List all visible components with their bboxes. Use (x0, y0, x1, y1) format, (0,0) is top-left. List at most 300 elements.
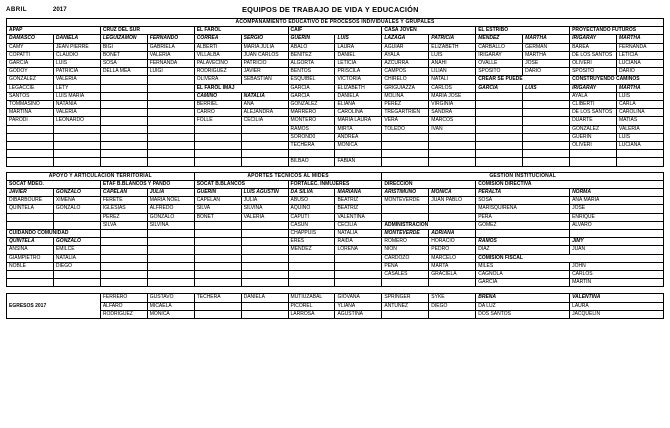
cell (335, 150, 382, 158)
cell (288, 262, 335, 270)
table-row (7, 221, 664, 229)
cell (7, 271, 54, 279)
cell: CARLOS (429, 84, 476, 92)
cell: ABUSO (288, 197, 335, 205)
cell (335, 279, 382, 287)
cell (241, 150, 288, 158)
cell (429, 150, 476, 158)
pf-coord-last: IRIGARAY (570, 35, 617, 43)
cell: NATALIA (335, 230, 382, 238)
cell: AYALA (382, 51, 429, 59)
cell: GONZÁLEZ (288, 101, 335, 109)
cell (53, 142, 100, 150)
cell (194, 262, 241, 270)
cell: BONET (194, 213, 241, 221)
cell: QUINTELA (7, 238, 54, 246)
cell: LEONARDO (53, 117, 100, 125)
table-row (7, 254, 664, 262)
cell: MILES (476, 262, 570, 270)
cell (7, 279, 54, 287)
cell (382, 142, 429, 150)
cell: CECILIA (335, 221, 382, 229)
table-row (7, 101, 664, 109)
band-title-acompanamiento: ACOMPAÑAMIENTO EDUCATIVO DE PROCESOS INDIVIDUALES Y GRUPALES (7, 19, 664, 27)
cell: RODRÍGUEZ (194, 68, 241, 76)
cell: ANSINA (7, 246, 54, 254)
cell: GARCÍA (7, 60, 54, 68)
cell: BEATRIZ (335, 205, 382, 213)
table-row (7, 109, 664, 117)
cell: ELIANA (335, 101, 382, 109)
cell: LETICIA (335, 60, 382, 68)
cell: LARROSA (288, 310, 335, 318)
cell: CARRO (194, 109, 241, 117)
cell: RODRÍGUEZ (100, 310, 147, 318)
section-apoyo-aportes-gestion (6, 172, 664, 288)
cell (616, 150, 663, 158)
cell: MÓNICA (429, 189, 476, 197)
cell (241, 133, 288, 141)
cell: MARCELO (429, 254, 476, 262)
cell (476, 150, 523, 158)
cell (523, 158, 570, 166)
estribo-coord-last: MÉNDEZ (476, 35, 523, 43)
cell (382, 150, 429, 158)
cell: MATIAS (616, 117, 663, 125)
cell: BIGI (100, 43, 147, 51)
cell (241, 125, 288, 133)
cell: SYKE (429, 294, 476, 302)
group-comision-fiscal: COMISION FISCAL (476, 254, 664, 262)
cell: MARÍA LAURA (335, 117, 382, 125)
apap-coord-first: DANIELA (53, 35, 100, 43)
cell: GODOY (7, 68, 54, 76)
cell (147, 271, 194, 279)
cell: RAMOS (288, 125, 335, 133)
cell: AYALA (570, 92, 617, 100)
cell: FOLLE (194, 117, 241, 125)
cell: LUIS AGUSTÍN (241, 189, 288, 197)
cell: MUTIUZÁBAL (288, 294, 335, 302)
caif-coord-last: GUERÍN (288, 35, 335, 43)
cell (429, 279, 476, 287)
band-title-gestion: GESTIÓN INSTITUCIONAL (382, 172, 664, 180)
table-row (7, 125, 664, 133)
cell (194, 254, 241, 262)
cell (429, 158, 476, 166)
cell (476, 101, 523, 109)
cell: IRIGARAY (570, 84, 617, 92)
band-title-apoyo: APOYO Y ARTICULACION TERRITORIAL (7, 172, 195, 180)
cell: GONZÁLEZ (570, 125, 617, 133)
cell: LUIS (53, 60, 100, 68)
cell: DANIEL (335, 51, 382, 59)
cell: NION (382, 246, 429, 254)
cell: SPOSITO (570, 68, 617, 76)
cell (7, 142, 54, 150)
cell (194, 158, 241, 166)
cell (288, 150, 335, 158)
cell (476, 230, 570, 238)
cell (335, 254, 382, 262)
cell: SILVINA (147, 221, 194, 229)
cell (382, 310, 429, 318)
cell: GRACIELA (429, 271, 476, 279)
table-row (7, 279, 664, 287)
cell (241, 262, 288, 270)
table-row (7, 142, 664, 150)
cell (382, 279, 429, 287)
cell: FERNANDA (147, 60, 194, 68)
cell: VALENTINA (570, 294, 664, 302)
cell (100, 117, 147, 125)
cell: ROMERO (382, 238, 429, 246)
cell: PALAVECINO (194, 60, 241, 68)
cell: GARCÍA (476, 279, 570, 287)
cell: MONTERO (288, 117, 335, 125)
cell (147, 230, 194, 238)
cell: PEDRO (429, 246, 476, 254)
group-header-row (7, 27, 664, 35)
cell: MARÍA JOSÉ (429, 92, 476, 100)
cell: DA LUZ (476, 302, 570, 310)
cell: JEAN PIERRE (53, 43, 100, 51)
egresos-row (7, 302, 664, 310)
cell: AGUSTINA (335, 310, 382, 318)
cell (147, 150, 194, 158)
table-row (7, 43, 664, 51)
cell: VALERIA (147, 51, 194, 59)
cell (100, 238, 147, 246)
cell: VILLALBA (194, 51, 241, 59)
cell (241, 246, 288, 254)
cell: LORENA (335, 246, 382, 254)
cell (476, 92, 523, 100)
cell (100, 142, 147, 150)
cell: PARODI (7, 117, 54, 125)
cell: MARTHA (523, 51, 570, 59)
cell (241, 279, 288, 287)
cell: SANTOS (7, 92, 54, 100)
cell: NATALIA (53, 254, 100, 262)
cell (53, 221, 100, 229)
cell: FERRERO (100, 294, 147, 302)
cell: LAURA (335, 43, 382, 51)
cell: TOMMASINO (7, 101, 54, 109)
cell: MARCOS (429, 117, 476, 125)
cell: RAMOS (476, 238, 570, 246)
cell (7, 125, 54, 133)
cell: CAGNOLA (476, 271, 570, 279)
cell: DE LOS SANTOS (570, 51, 617, 59)
cell: SANDRA (429, 109, 476, 117)
cell: TREGARTRIEN (382, 109, 429, 117)
egresos-row (7, 294, 664, 302)
cell (523, 142, 570, 150)
cell (100, 262, 147, 270)
table-row (7, 117, 664, 125)
cell: FERETE (100, 197, 147, 205)
cell (570, 230, 664, 238)
cell: PICOREL (288, 302, 335, 310)
cell: MONTEVERDE (382, 230, 429, 238)
cell: AQUINO (288, 205, 335, 213)
cds-coord-first: FERNANDO (147, 35, 194, 43)
cell: ALEJANDRA (241, 109, 288, 117)
cell (194, 133, 241, 141)
cell: MIRTA (335, 125, 382, 133)
cell: FABIÁN (335, 158, 382, 166)
cell (382, 213, 429, 221)
cell (523, 109, 570, 117)
cell (100, 279, 147, 287)
farol-coord-last: CORREA (194, 35, 241, 43)
group-administracion: ADMINISTRACIÓN (382, 221, 476, 229)
cell: LUIS (523, 84, 570, 92)
apap-coord-last: DAMASCO (7, 35, 54, 43)
cell: CARLOS (570, 271, 664, 279)
cell: CARBALLO (476, 43, 523, 51)
cell (53, 125, 100, 133)
cell (429, 133, 476, 141)
cell (147, 279, 194, 287)
cell: GONZALO (53, 238, 100, 246)
table-row (7, 213, 664, 221)
document-header (0, 0, 670, 18)
cell: MOLINA (382, 92, 429, 100)
cell: IVAN (429, 125, 476, 133)
cell (241, 221, 288, 229)
cell: GERMÁN (523, 43, 570, 51)
cell: VERA (382, 117, 429, 125)
cell: VALENTINA (335, 213, 382, 221)
cell: ALFARO (100, 302, 147, 310)
cell: ANA MARÍA (570, 197, 664, 205)
cell: MARISQUIRENA (476, 205, 570, 213)
cell: PRISCILA (335, 68, 382, 76)
cell: LAURA (570, 302, 664, 310)
cell: JAVIER (241, 68, 288, 76)
cell: OLIVERI (570, 60, 617, 68)
table-row (7, 158, 664, 166)
cell: LUCIANA (616, 60, 663, 68)
band-title-row (7, 172, 664, 180)
cell: GRIGUIAZZA (382, 84, 429, 92)
table-row (7, 230, 664, 238)
cell (616, 158, 663, 166)
cell (147, 142, 194, 150)
cell: CAMPOS (382, 68, 429, 76)
cell: IGLESIAS (100, 205, 147, 213)
cell (523, 92, 570, 100)
cell: DANIELA (335, 92, 382, 100)
section-acompanamiento (6, 18, 664, 167)
table-row (7, 238, 664, 246)
group-socat-bblancos: SOCAT B.BLANCOS (194, 180, 288, 188)
cell (288, 254, 335, 262)
cell (100, 92, 147, 100)
cell (476, 117, 523, 125)
cell (100, 84, 147, 92)
cell: BEATRIZ (335, 197, 382, 205)
cell: SILVINA (241, 205, 288, 213)
cell (523, 117, 570, 125)
cell (147, 158, 194, 166)
cell: BRENA (476, 294, 570, 302)
group-apap: APAP (7, 27, 101, 35)
cell (100, 76, 147, 84)
cell (241, 310, 288, 318)
group-caif: CAIF (288, 27, 382, 35)
cell: PEÑA (382, 262, 429, 270)
group-fortalec-inmujeres: FORTALEC. INMUJERES (288, 180, 382, 188)
table-row (7, 246, 664, 254)
cell: GUERIN (570, 133, 617, 141)
cell: ALGORTA (288, 60, 335, 68)
cell: CLAUDIO (53, 51, 100, 59)
cell: JOSÉ (523, 60, 570, 68)
cell (53, 271, 100, 279)
cell (429, 205, 476, 213)
cell: ANAHÍ (429, 60, 476, 68)
cell (194, 279, 241, 287)
cell: VALERIA (616, 125, 663, 133)
cell: JAVIER (7, 189, 54, 197)
egresos-row (7, 310, 664, 318)
subgroup-cuidando-comunidad: CUIDANDO COMUNIDAD (7, 230, 101, 238)
cell: GARCÍA (288, 92, 335, 100)
cell (194, 230, 241, 238)
cell (570, 150, 617, 158)
cell: PERALTA (476, 189, 570, 197)
cell: VALERIA (241, 213, 288, 221)
cell (7, 158, 54, 166)
cell: ARISTIMUÑO (382, 189, 429, 197)
cell (147, 246, 194, 254)
table-row (7, 76, 664, 84)
cell: CAPELÁN (100, 189, 147, 197)
cell: VICTORIA (335, 76, 382, 84)
cell: CLIBERTI (570, 101, 617, 109)
cell (194, 150, 241, 158)
cell (147, 125, 194, 133)
cell (53, 150, 100, 158)
cell: GONZALO (53, 189, 100, 197)
table-row (7, 60, 664, 68)
cell: LUIS (429, 51, 476, 59)
cell (194, 221, 241, 229)
cell (100, 109, 147, 117)
cell: ADRIANA (429, 230, 476, 238)
cell: CAROLINA (616, 109, 663, 117)
cell: OLIVERA (194, 76, 241, 84)
coordinator-row (7, 189, 664, 197)
cell: DANIELA (241, 294, 288, 302)
cell (241, 142, 288, 150)
cell: GABRIELA (147, 43, 194, 51)
cell (7, 133, 54, 141)
cell (147, 254, 194, 262)
cell (147, 76, 194, 84)
cell: CAMY (7, 43, 54, 51)
cell (382, 133, 429, 141)
cell (570, 158, 617, 166)
cell: BENITEZ (288, 51, 335, 59)
cell: SILVA (194, 205, 241, 213)
cell: SOROND0 (288, 133, 335, 141)
cell: GUSTAVO (147, 294, 194, 302)
cell: ANDREA (335, 133, 382, 141)
cell: IRIGARAY (476, 51, 523, 59)
cell: DELLA MEA (100, 68, 147, 76)
cell: FERNANDA (616, 43, 663, 51)
cell: LUIGI (147, 68, 194, 76)
cell (194, 310, 241, 318)
section-egresos (6, 293, 664, 319)
table-row (7, 150, 664, 158)
cell: HORACIO (429, 238, 476, 246)
cell: DARIO (616, 68, 663, 76)
cell (523, 125, 570, 133)
cell: ALBERTI (194, 43, 241, 51)
cell: MARÍA JULIA (241, 43, 288, 51)
cell: JULIA (147, 189, 194, 197)
cell: NOBLE (7, 262, 54, 270)
cell (53, 158, 100, 166)
egresos-title: EGRESOS 2017 (7, 294, 101, 319)
cell (194, 271, 241, 279)
cell: GARCÍA (476, 84, 523, 92)
cell: PERA (476, 213, 570, 221)
cell: CARDOZO (382, 254, 429, 262)
cj-coord-last: LAZAGA (382, 35, 429, 43)
cell: JUAN PABLO (429, 197, 476, 205)
cell (429, 142, 476, 150)
cell (194, 302, 241, 310)
subgroup-crear-se-puede: CREAR SE PUEDE (476, 76, 570, 84)
cell (194, 142, 241, 150)
page-title: EQUIPOS DE TRABAJO DE VIDA Y EDUCACIÓN (242, 4, 419, 14)
cell: MÓNICA (335, 142, 382, 150)
cell: QUINTELA (7, 205, 54, 213)
cell: NATALÍ (429, 76, 476, 84)
cell (147, 238, 194, 246)
group-casa-joven: CASA JOVEN (382, 27, 476, 35)
cell (100, 133, 147, 141)
cell: GOMEZ (476, 221, 570, 229)
cell: TECHERA (194, 294, 241, 302)
cell: JOSÉ (570, 205, 664, 213)
cell: MÓNICA (147, 310, 194, 318)
cell (335, 271, 382, 279)
group-el-estribo: EL ESTRIBO (476, 27, 570, 35)
cell: DE LOS SANTOS (570, 109, 617, 117)
cell: ALVARO (570, 221, 664, 229)
table-row (7, 271, 664, 279)
cell: GONZALO (147, 213, 194, 221)
cell: DUARTE (570, 117, 617, 125)
cell: MARÍA NOEL (147, 197, 194, 205)
cell (476, 125, 523, 133)
cell: MENDEZ (288, 246, 335, 254)
cell (429, 310, 476, 318)
cell: JOHN (570, 262, 664, 270)
group-etaf: ETAF B.BLANCOS Y PANDO (100, 180, 194, 188)
cell: DARIO (523, 68, 570, 76)
cell: CHIRELO (382, 76, 429, 84)
cell: JIMY (570, 238, 664, 246)
cell: LUIS (616, 133, 663, 141)
